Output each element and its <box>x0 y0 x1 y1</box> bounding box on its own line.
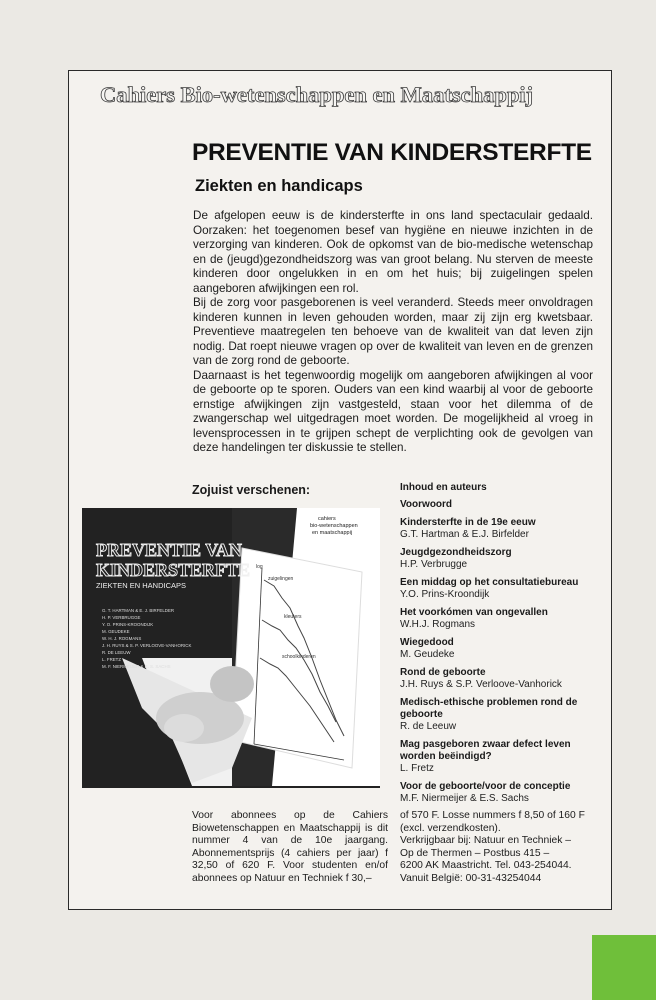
intro-paragraph: De afgelopen eeuw is de kindersterfte in ons land spectaculair gedaald. Oorzaken: het toegenomen besef van hygiëne en nieuwe inzichten in de verzorging van kinderen. Ook de opkomst van de bio-medische wetenschap en de (jeugd)gezondheidszorg was van groot belang. Nu sterven de meeste kinderen door ongelukken in en om het huis; bij zuigelingen spelen aangeboren afwijkingen een rol. <box>193 209 593 295</box>
page-subtitle: Ziekten en handicaps <box>195 177 363 195</box>
toc-entry-title: Voor de geboorte/voor de conceptie <box>400 781 571 792</box>
toc-entry-title: Jeugdgezondheidszorg <box>400 547 512 558</box>
cover-author: W. H. J. ROGMANS <box>102 636 142 641</box>
toc-heading: Inhoud en auteurs <box>400 482 487 493</box>
toc-entry-title: Kindersterfte in de 19e eeuw <box>400 517 536 528</box>
series-title: Cahiers Bio-wetenschappen en Maatschappij <box>100 82 534 107</box>
ordering-line: Vanuit België: 00-31-43254044 <box>400 872 542 884</box>
toc-entry-title: Medisch-ethische problemen rond de geboorte <box>400 697 578 720</box>
cover-author: M. F. NIERMEIJER & E. S. SACHS <box>102 664 171 669</box>
ordering-info <box>400 810 600 886</box>
ordering-line: of 570 F. Losse nummers f 8,50 of 160 F <box>400 810 585 821</box>
toc-entry <box>400 547 600 571</box>
toc-entry <box>400 697 600 733</box>
cover-graph-label: zuigelingen <box>268 576 294 582</box>
cover-title-line: PREVENTIE VAN <box>96 540 242 560</box>
toc-entry-authors: H.P. Verbrugge <box>400 559 468 570</box>
toc-entry-title: Voorwoord <box>400 499 453 510</box>
toc-entry-authors: G.T. Hartman & E.J. Birfelder <box>400 529 529 540</box>
toc-entry <box>400 781 600 805</box>
cover-graph-label: kleuters <box>284 614 302 620</box>
cover-author: L. FRETZ <box>102 657 122 662</box>
toc-entry-title: Wiegedood <box>400 637 454 648</box>
toc-entry <box>400 577 600 601</box>
cover-author: H. P. VERBRUGGE <box>102 615 141 620</box>
page-title: PREVENTIE VAN KINDERSTERFTE <box>192 139 592 166</box>
cover-subtitle: ZIEKTEN EN HANDICAPS <box>96 581 187 590</box>
cover-publisher-line: en maatschappij <box>312 530 353 536</box>
ordering-line: (excl. verzendkosten). <box>400 822 501 834</box>
just-published-label: Zojuist verschenen: <box>192 483 311 497</box>
subscription-info: Voor abonnees op de Cahiers Biowetenschappen en Maatschappij is dit nummer 4 van de 10e jaargang. Abonnementsprijs (4 cahiers per jaar) f 32,50 of 620 F. Voor studenten en/of abonnees op Natuur en Techniek f 30,– <box>192 810 388 884</box>
ordering-line: 6200 AK Maastricht. Tel. 043-254044. <box>400 860 572 872</box>
toc-entry-authors: W.H.J. Rogmans <box>400 619 476 630</box>
intro-paragraph: Bij de zorg voor pasgeborenen is veel veranderd. Steeds meer onvoldragen kinderen kunnen in leven gehouden worden, maar zij zijn erg kwetsbaar. Preventieve maatregelen ten behoeve van de kwaliteit van dat leven zijn nodig. Dat roept nieuwe vragen op over de kwaliteit van leven en de grenzen van de zorg rond de geboorte. <box>193 296 593 367</box>
toc-entry-authors: M.F. Niermeijer & E.S. Sachs <box>400 793 529 804</box>
cover-author: M. GEUDEKE <box>102 629 130 634</box>
ordering-line: Verkrijgbaar bij: Natuur en Techniek – <box>400 835 571 847</box>
cover-author: Y. O. PRINS-KROONDIJK <box>102 622 154 627</box>
toc-entry-authors: Y.O. Prins-Kroondijk <box>400 589 490 600</box>
cover-publisher-line: cahiers <box>318 516 336 522</box>
toc-entry <box>400 637 600 661</box>
cover-author: G. T. HARTMAN & E. J. BIRFELDER <box>102 608 175 613</box>
cover-author: J. H. RUYS & S. P. VERLOOVE-VANHORICK <box>102 643 192 648</box>
cover-graph-label: schoolkinderen <box>282 654 316 660</box>
cover-graph-label: log <box>256 564 263 570</box>
toc-entry-authors: L. Fretz <box>400 763 434 774</box>
toc-entry <box>400 607 600 631</box>
toc-entry <box>400 739 600 775</box>
toc-entry-authors: R. de Leeuw <box>400 721 457 732</box>
toc-entry-title: Een middag op het consultatiebureau <box>400 577 579 588</box>
toc-entry <box>400 499 600 511</box>
intro-paragraph: Daarnaast is het tegenwoordig mogelijk om aangeboren afwijkingen al voor de geboorte op te sporen. Ouders van een kind waarbij al voor de geboorte ernstige afwijkingen zijn vastgesteld, staan voor het dilemma of de zwangerschap wel uitgedragen moet worden. De mogelijkheid al vroeg in levensprocessen in te grijpen schept de verplichting ook de gevolgen van deze handelingen ter diskussie te stellen. <box>193 368 593 454</box>
toc-entry-title: Het voorkómen van ongevallen <box>400 607 548 618</box>
toc-entry-authors: M. Geudeke <box>400 649 455 660</box>
intro-text <box>193 209 593 456</box>
book-cover-image <box>82 508 380 788</box>
toc-entry-title: Mag pasgeboren zwaar defect leven worden beëindigd? <box>400 739 571 762</box>
cover-title-line: KINDERSTERFTE <box>96 560 251 580</box>
cover-publisher-line: bio-wetenschappen <box>310 523 358 529</box>
toc-entry <box>400 517 600 541</box>
cover-author: R. DE LEEUW <box>102 650 131 655</box>
corner-badge <box>592 935 656 1000</box>
toc-entry <box>400 667 600 691</box>
table-of-contents <box>400 482 600 811</box>
toc-entry-authors: J.H. Ruys & S.P. Verloove-Vanhorick <box>400 679 562 690</box>
ordering-line: Op de Thermen – Postbus 415 – <box>400 847 550 859</box>
toc-entry-title: Rond de geboorte <box>400 667 486 678</box>
